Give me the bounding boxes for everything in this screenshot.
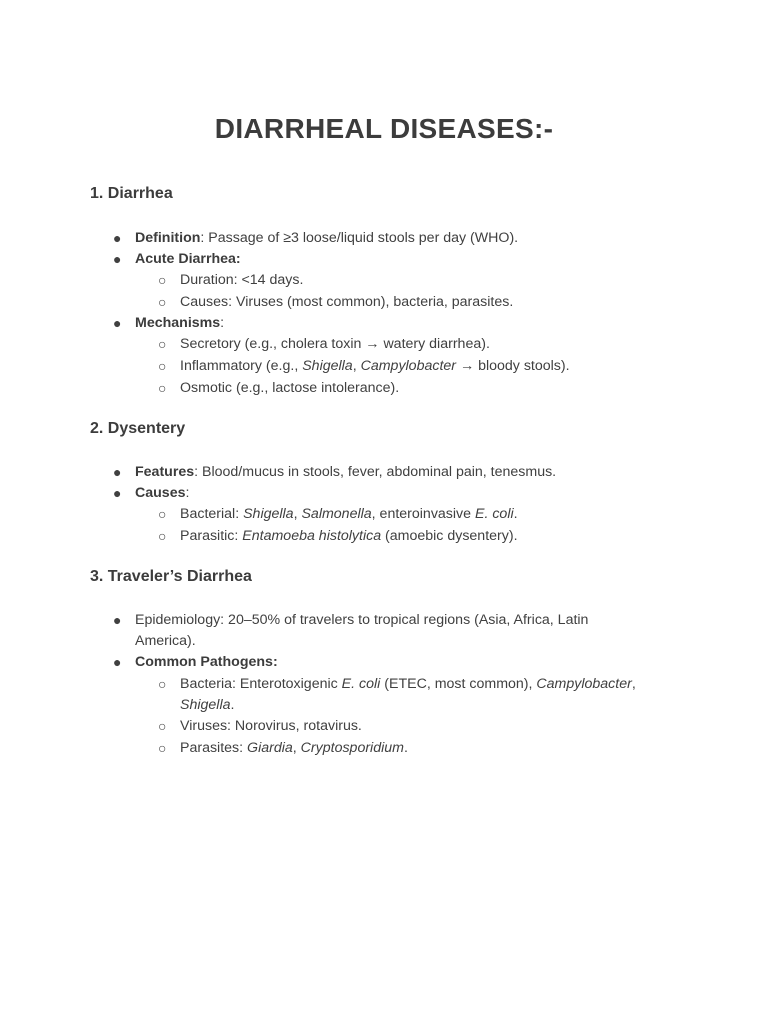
organism-name: Entamoeba histolytica: [242, 528, 382, 544]
text-run: (amoebic dysentery).: [381, 528, 518, 544]
text-run: Bacterial:: [180, 506, 244, 522]
organism-name: E. coli: [474, 506, 514, 522]
item-label: Features: [135, 464, 195, 480]
item-text: : Blood/mucus in stools, fever, abdominal pain, tenesmus.: [194, 464, 557, 480]
organism-name: Salmonella: [301, 506, 372, 522]
list-item-mechanisms: [135, 313, 224, 334]
item-text: :: [220, 315, 225, 331]
organism-name: Shigella: [302, 358, 353, 374]
section-heading-diarrhea: 1. Diarrhea: [90, 185, 173, 202]
item-label: Common Pathogens:: [135, 654, 278, 670]
text-run: ,: [631, 676, 636, 692]
bullet-icon: ●: [113, 315, 122, 331]
bullet-icon: ●: [113, 654, 122, 670]
sub-list-item: [180, 504, 518, 525]
item-text: : Passage of ≥3 loose/liquid stools per day (WHO).: [200, 230, 519, 246]
text-run: Parasites:: [180, 740, 248, 756]
sub-bullet-icon: ○: [158, 358, 167, 374]
organism-name: E. coli: [341, 676, 381, 692]
text-run: , enteroinvasive: [371, 506, 475, 522]
item-label: Mechanisms: [135, 315, 221, 331]
sub-list-item: Viruses: Norovirus, rotavirus.: [180, 718, 362, 734]
text-run: Parasitic:: [180, 528, 243, 544]
text-run: ,: [292, 740, 301, 756]
sub-list-item: Causes: Viruses (most common), bacteria, parasites.: [180, 294, 514, 310]
bullet-icon: ●: [113, 612, 122, 628]
text-run: (ETEC, most common),: [380, 676, 537, 692]
bullet-icon: ●: [113, 230, 122, 246]
sub-list-item: [180, 356, 570, 377]
document-title: DIARRHEAL DISEASES:-: [214, 113, 554, 144]
text-run: .: [403, 740, 408, 756]
text-run: Inflammatory (e.g.,: [180, 358, 303, 374]
item-text: :: [185, 485, 190, 501]
text-run: ,: [293, 506, 302, 522]
sub-bullet-icon: ○: [158, 676, 167, 692]
text-run: .: [230, 697, 235, 713]
sub-bullet-icon: ○: [158, 740, 167, 756]
list-item-common-pathogens: [135, 652, 278, 673]
section-heading-travelers-diarrhea: 3. Traveler’s Diarrhea: [90, 568, 252, 585]
list-item-features: [135, 462, 556, 483]
text-run: .: [513, 506, 518, 522]
sub-bullet-icon: ○: [158, 718, 167, 734]
sub-bullet-icon: ○: [158, 506, 167, 522]
item-label: Acute Diarrhea:: [135, 251, 241, 267]
organism-name: Shigella: [180, 697, 231, 713]
bullet-icon: ●: [113, 251, 122, 267]
organism-name: Shigella: [243, 506, 294, 522]
text-run: → bloody stools).: [456, 358, 570, 374]
sub-list-item: Duration: <14 days.: [180, 272, 304, 288]
bullet-icon: ●: [113, 485, 122, 501]
list-item-causes: [135, 483, 189, 504]
sub-list-item: Secretory (e.g., cholera toxin → watery diarrhea).: [180, 336, 490, 352]
sub-bullet-icon: ○: [158, 380, 167, 396]
sub-bullet-icon: ○: [158, 272, 167, 288]
list-item-acute-diarrhea: [135, 249, 241, 270]
section-heading-dysentery: 2. Dysentery: [90, 420, 186, 437]
text-run: Bacteria: Enterotoxigenic: [180, 676, 342, 692]
list-item-epidemiology: Epidemiology: 20–50% of travelers to tropical regions (Asia, Africa, Latin: [135, 612, 589, 628]
sub-bullet-icon: ○: [158, 528, 167, 544]
item-label: Causes: [135, 485, 186, 501]
sub-bullet-icon: ○: [158, 336, 167, 352]
sub-list-item-continued: [180, 695, 234, 716]
item-label: Definition: [135, 230, 201, 246]
sub-bullet-icon: ○: [158, 294, 167, 310]
organism-name: Campylobacter: [360, 358, 457, 374]
list-item-epidemiology-continued: America).: [135, 633, 196, 649]
organism-name: Cryptosporidium: [300, 740, 404, 756]
organism-name: Giardia: [247, 740, 293, 756]
text-run: ,: [352, 358, 361, 374]
sub-list-item: [180, 738, 408, 759]
list-item-definition: [135, 228, 518, 249]
bullet-icon: ●: [113, 464, 122, 480]
sub-list-item: [180, 674, 636, 695]
sub-list-item: Osmotic (e.g., lactose intolerance).: [180, 380, 400, 396]
sub-list-item: [180, 526, 518, 547]
organism-name: Campylobacter: [536, 676, 632, 692]
